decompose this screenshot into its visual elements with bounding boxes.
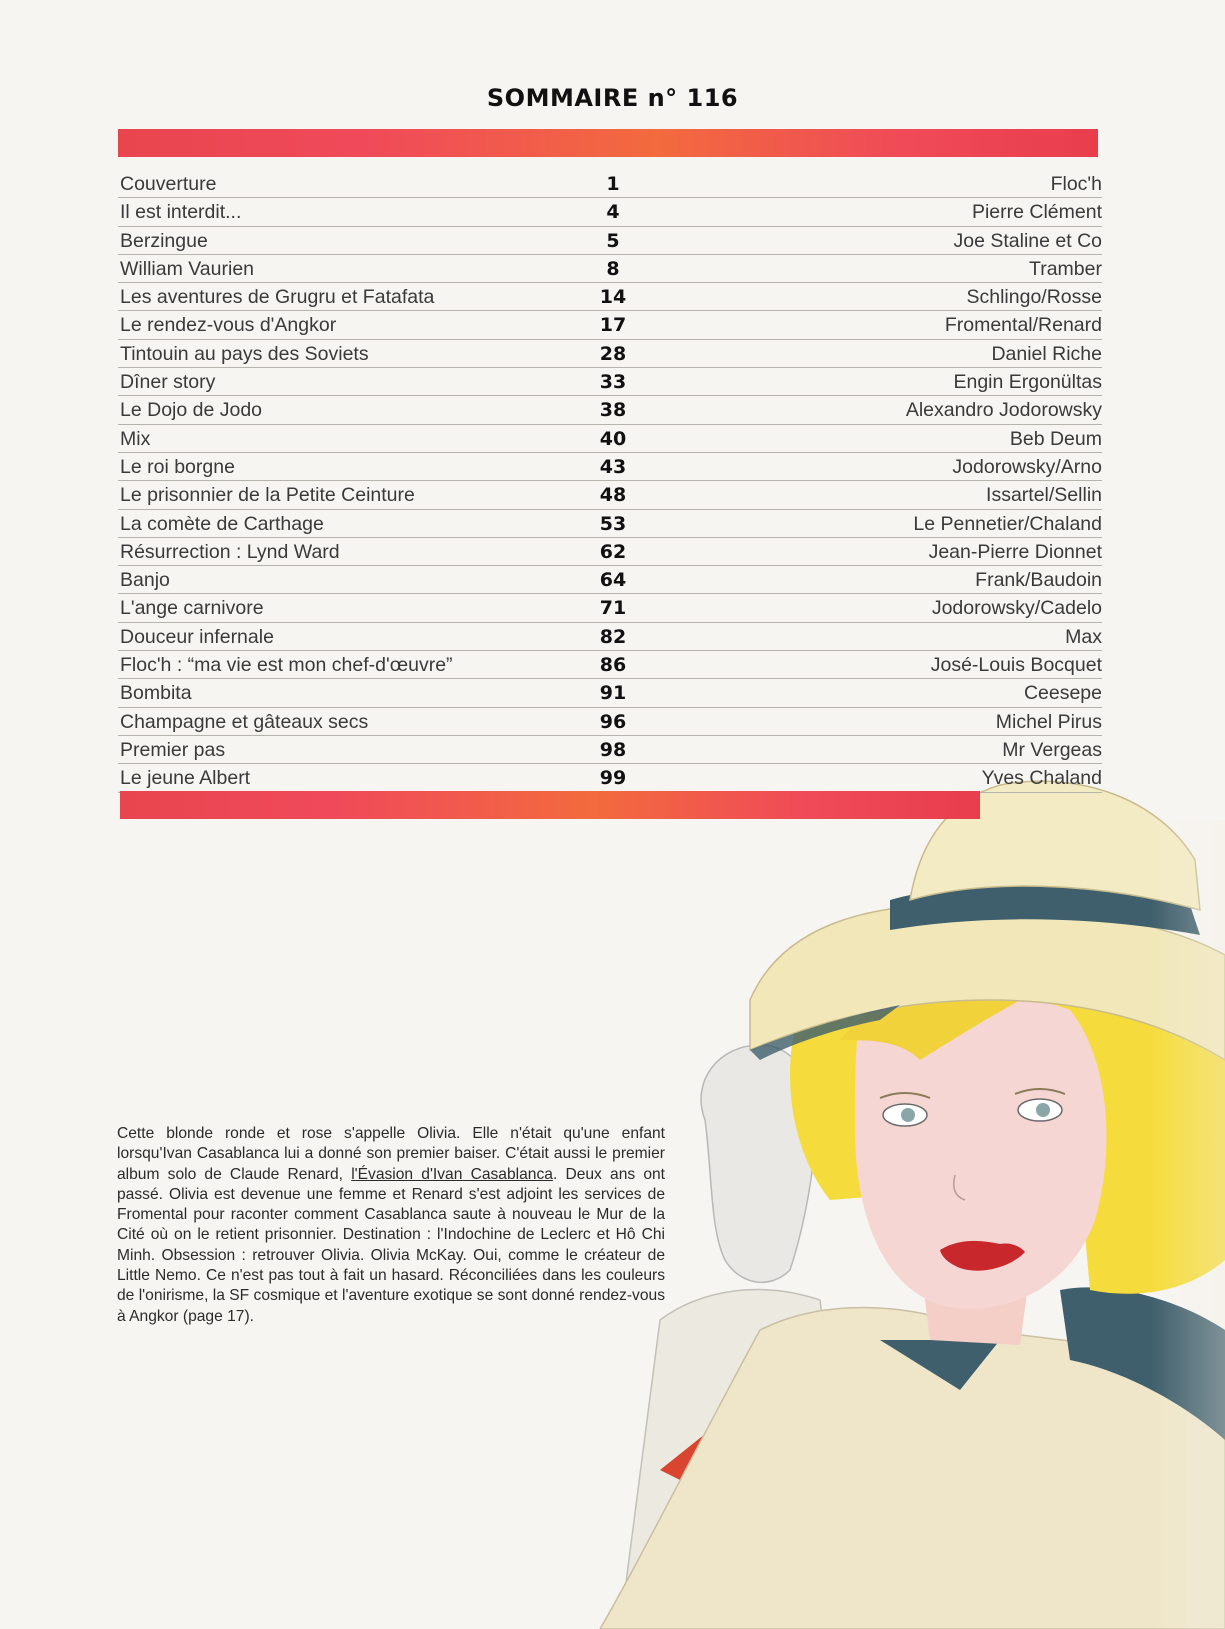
toc-title: Le Dojo de Jodo [120,399,263,422]
toc-title: Dîner story [120,371,216,394]
toc-author: Fromental/Renard [944,314,1102,337]
bottom-red-bar [120,791,980,819]
toc-page: 48 [599,484,627,507]
toc-page: 91 [599,682,627,705]
toc-author: Daniel Riche [991,342,1102,365]
toc-row[interactable] [118,170,1102,198]
toc-page: 1 [606,173,620,195]
toc-title: Tintouin au pays des Soviets [120,342,369,365]
top-red-bar [118,129,1098,157]
toc-author: Yves Chaland [981,767,1102,790]
toc-page: 8 [606,257,620,280]
toc-page: 64 [599,569,627,592]
toc-page: 5 [606,229,620,252]
toc-page: 43 [599,455,627,478]
toc-row[interactable] [118,481,1102,509]
toc-page: 62 [599,540,627,563]
toc-row[interactable] [118,311,1102,339]
toc-author: Tramber [1029,257,1102,280]
toc-title: La comète de Carthage [120,512,324,535]
toc-author: Jodorowsky/Arno [952,455,1102,478]
toc-title: Berzingue [120,229,208,252]
toc-page: 17 [599,314,627,337]
toc-author: Ceesepe [1023,682,1102,705]
toc-page: 98 [599,738,627,761]
toc-row[interactable] [118,764,1102,792]
toc-row[interactable] [118,255,1102,283]
toc-author: Pierre Clément [971,201,1102,224]
toc-title: Bombita [120,682,192,705]
toc-title: Le roi borgne [120,455,235,478]
toc-author: José-Louis Bocquet [930,654,1102,677]
cover-caption [117,1124,665,1327]
toc-page: 53 [599,512,627,535]
toc-row[interactable] [118,679,1102,707]
album-title: l'Évasion d'Ivan Casablanca [351,1165,553,1183]
toc-row[interactable] [118,623,1102,651]
toc-author: Engin Ergonültas [953,371,1102,394]
toc-title: Couverture [120,173,217,195]
toc-author: Alexandro Jodorowsky [905,399,1102,422]
caption-text-after: . Deux ans ont passé. Olivia est devenue une femme et Renard s'est adjoint les services de Fromental pour raconter comment Casablanca saute à nouveau le Mur de la Cité où on le retient prisonnier. Destination : l'Indochine de Leclerc et Hô Chi Minh. Obsession : retrouver Olivia. Olivia McKay. Oui, comme le créateur de Little Nemo. Ce n'est pas tout à fait un hasard. Réconciliées dans les couleurs de l'onirisme, la SF cosmique et l'aventure exotique se sont donné rendez-vous à Angkor (page 17). [117,1165,666,1325]
toc-title: Résurrection : Lynd Ward [120,540,340,563]
toc-page: 99 [599,767,627,790]
toc-author: Jean-Pierre Dionnet [928,540,1102,563]
toc-title: Douceur infernale [120,625,274,648]
toc-row[interactable] [118,227,1102,255]
toc-author: Michel Pirus [995,710,1102,733]
toc-row[interactable] [118,453,1102,481]
toc-row[interactable] [118,538,1102,566]
toc-page: 28 [599,342,627,365]
toc-author: Beb Deum [1009,427,1102,450]
toc-title: William Vaurien [120,257,255,280]
toc-row[interactable] [118,340,1102,368]
toc-author: Jodorowsky/Cadelo [931,597,1102,620]
toc-author: Floc'h [1050,173,1102,195]
toc-title: Floc'h : “ma vie est mon chef-d'œuvre” [120,654,453,677]
toc-row[interactable] [118,396,1102,424]
toc-row[interactable] [118,736,1102,764]
toc-title: Le prisonnier de la Petite Ceinture [120,484,415,507]
toc-row[interactable] [118,708,1102,736]
toc-title: L'ange carnivore [120,597,264,620]
toc-author: Le Pennetier/Chaland [913,512,1102,535]
toc-page: 33 [599,371,627,394]
toc-page: 38 [599,399,627,422]
toc-title: Champagne et gâteaux secs [120,710,369,733]
toc-row[interactable] [118,198,1102,226]
toc-row[interactable] [118,510,1102,538]
toc-page: 96 [599,710,627,733]
toc-author: Frank/Baudoin [975,569,1102,592]
toc-row[interactable] [118,283,1102,311]
toc-title: Les aventures de Grugru et Fatafata [120,286,435,309]
toc-page: 14 [599,286,627,309]
toc-title: Le rendez-vous d'Angkor [120,314,337,337]
toc-author: Joe Staline et Co [953,229,1102,252]
toc-row[interactable] [118,566,1102,594]
toc-row[interactable] [118,594,1102,622]
table-of-contents [118,170,1102,793]
toc-page: 40 [599,427,627,450]
toc-row[interactable] [118,651,1102,679]
toc-page: 82 [599,625,627,648]
toc-author: Mr Vergeas [1002,738,1102,761]
toc-author: Issartel/Sellin [986,484,1102,507]
toc-title: Mix [120,427,151,450]
toc-page: 4 [606,201,620,224]
toc-row[interactable] [118,368,1102,396]
toc-title: Il est interdit... [120,201,242,224]
page-title: SOMMAIRE n° 116 [486,84,739,112]
toc-author: Schlingo/Rosse [966,286,1102,309]
toc-page: 86 [599,654,627,677]
toc-title: Banjo [120,569,170,592]
toc-title: Le jeune Albert [120,767,251,790]
toc-row[interactable] [118,425,1102,453]
toc-page: 71 [599,597,627,620]
caption-text-before: Cette blonde ronde et rose s'appelle Olivia. Elle n'était qu'une enfant lorsqu'Ivan Casablanca lui a donné son premier baiser. C'était aussi le premier album solo de Claude Renard, [117,1125,665,1183]
toc-author: Max [1065,625,1102,648]
toc-title: Premier pas [120,738,226,761]
